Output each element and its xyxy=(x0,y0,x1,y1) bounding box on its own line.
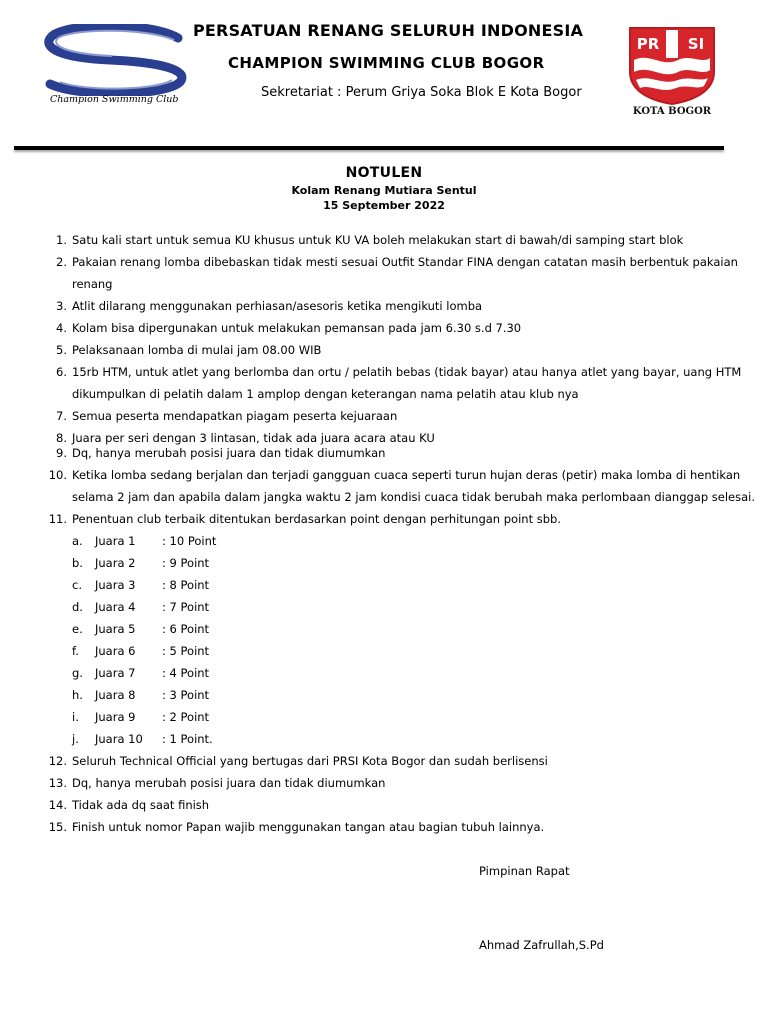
list-item-number: 14. xyxy=(48,798,67,812)
list-item-text: Ketika lomba sedang berjalan dan terjadi gangguan cuaca seperti turun hujan deras (petir) maka lomba di hentikan xyxy=(72,468,741,482)
list-item-number: 5. xyxy=(56,343,67,357)
point-value: : 7 Point xyxy=(162,600,210,614)
point-label: Juara 2 xyxy=(95,556,136,570)
point-label: Juara 5 xyxy=(95,622,136,636)
list-item-text: Dq, hanya merubah posisi juara dan tidak diumumkan xyxy=(72,446,386,460)
list-item-number: 11. xyxy=(48,512,67,526)
point-letter: h. xyxy=(72,688,83,702)
organization-name: PERSATUAN RENANG SELURUH INDONESIA xyxy=(193,21,584,40)
document-title: NOTULEN xyxy=(345,165,423,181)
point-value: : 8 Point xyxy=(162,578,210,592)
list-item-text: Atlit dilarang menggunakan perhiasan/asesoris ketika mengikuti lomba xyxy=(72,299,483,313)
prsi-logo xyxy=(626,24,718,120)
point-label: Juara 9 xyxy=(95,710,136,724)
prsi-shield-icon xyxy=(626,24,718,106)
point-letter: a. xyxy=(72,534,83,548)
point-label: Juara 6 xyxy=(95,644,136,658)
list-item-text: renang xyxy=(72,277,113,291)
club-logo-caption: Champion Swimming Club xyxy=(50,94,179,105)
list-item-text: Juara per seri dengan 3 lintasan, tidak ada juara acara atau KU xyxy=(72,431,435,445)
list-item-text: dikumpulkan di pelatih dalam 1 amplop dengan keterangan nama pelatih atau klub nya xyxy=(72,387,579,401)
list-item-number: 9. xyxy=(56,446,67,460)
list-item-text: Kolam bisa dipergunakan untuk melakukan pemansan pada jam 6.30 s.d 7.30 xyxy=(72,321,522,335)
club-name: CHAMPION SWIMMING CLUB BOGOR xyxy=(228,54,545,72)
club-logo xyxy=(40,24,194,110)
document-date: 15 September 2022 xyxy=(323,199,445,212)
point-label: Juara 10 xyxy=(95,732,143,746)
list-item-number: 7. xyxy=(56,409,67,423)
list-item-text: Tidak ada dq saat finish xyxy=(72,798,210,812)
document-venue: Kolam Renang Mutiara Sentul xyxy=(291,184,477,197)
point-label: Juara 4 xyxy=(95,600,136,614)
prsi-text-right: SI xyxy=(687,35,705,53)
point-value: : 4 Point xyxy=(162,666,210,680)
secretariat-address: Sekretariat : Perum Griya Soka Blok E Kota Bogor xyxy=(261,85,582,100)
prsi-logo-caption: KOTA BOGOR xyxy=(632,106,712,117)
prsi-text-left: PR xyxy=(636,35,660,53)
list-item-text: 15rb HTM, untuk atlet yang berlomba dan ortu / pelatih bebas (tidak bayar) atau hanya atlet yang bayar, uang HTM xyxy=(72,365,742,379)
list-item-number: 12. xyxy=(48,754,67,768)
point-letter: e. xyxy=(72,622,83,636)
point-letter: i. xyxy=(72,710,79,724)
point-letter: c. xyxy=(72,578,82,592)
point-value: : 1 Point. xyxy=(162,732,213,746)
point-label: Juara 7 xyxy=(95,666,136,680)
list-item-number: 6. xyxy=(56,365,67,379)
list-item-text: Semua peserta mendapatkan piagam peserta kejuaraan xyxy=(72,409,398,423)
header-divider xyxy=(14,146,724,150)
point-value: : 10 Point xyxy=(162,534,217,548)
signature-name: Ahmad Zafrullah,S.Pd xyxy=(479,938,604,952)
point-label: Juara 8 xyxy=(95,688,136,702)
point-value: : 5 Point xyxy=(162,644,210,658)
list-item-text: Pelaksanaan lomba di mulai jam 08.00 WIB xyxy=(72,343,322,357)
list-item-text: Finish untuk nomor Papan wajib menggunakan tangan atau bagian tubuh lainnya. xyxy=(72,820,545,834)
list-item-number: 13. xyxy=(48,776,67,790)
point-letter: j. xyxy=(72,732,79,746)
list-item-number: 1. xyxy=(56,233,67,247)
list-item-text: Penentuan club terbaik ditentukan berdasarkan point dengan perhitungan point sbb. xyxy=(72,512,561,526)
point-value: : 2 Point xyxy=(162,710,210,724)
point-value: : 6 Point xyxy=(162,622,210,636)
list-item-text: Pakaian renang lomba dibebaskan tidak mesti sesuai Outfit Standar FINA dengan catatan masih berbentuk pakaian xyxy=(72,255,738,269)
signature-title: Pimpinan Rapat xyxy=(479,864,570,878)
point-letter: b. xyxy=(72,556,83,570)
list-item-text: selama 2 jam dan apabila dalam jangka waktu 2 jam kondisi cuaca tidak berubah maka perlombaan dianggap selesai. xyxy=(72,490,756,504)
list-item-number: 15. xyxy=(48,820,67,834)
list-item-text: Satu kali start untuk semua KU khusus untuk KU VA boleh melakukan start di bawah/di samping start blok xyxy=(72,233,684,247)
club-s-logo-icon xyxy=(40,24,194,96)
point-label: Juara 3 xyxy=(95,578,136,592)
list-item-number: 8. xyxy=(56,431,67,445)
list-item-number: 2. xyxy=(56,255,67,269)
list-item-text: Dq, hanya merubah posisi juara dan tidak diumumkan xyxy=(72,776,386,790)
point-letter: f. xyxy=(72,644,79,658)
point-value: : 3 Point xyxy=(162,688,210,702)
list-item-number: 10. xyxy=(48,468,67,482)
list-item-text: Seluruh Technical Official yang bertugas dari PRSI Kota Bogor dan sudah berlisensi xyxy=(72,754,548,768)
list-item-number: 4. xyxy=(56,321,67,335)
point-label: Juara 1 xyxy=(95,534,136,548)
point-letter: g. xyxy=(72,666,83,680)
point-letter: d. xyxy=(72,600,83,614)
point-value: : 9 Point xyxy=(162,556,210,570)
list-item-number: 3. xyxy=(56,299,67,313)
